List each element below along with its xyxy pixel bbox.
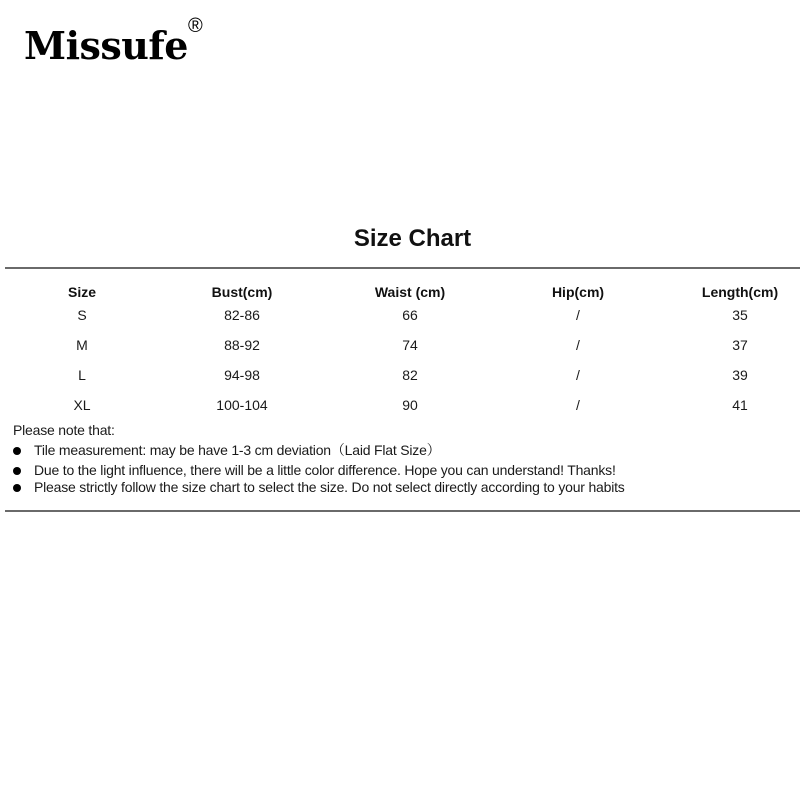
cell-waist: 74 [402, 337, 418, 353]
cell-hip: / [576, 367, 580, 383]
cell-size: M [76, 337, 88, 353]
note-item [13, 441, 793, 461]
bullet-icon [13, 467, 21, 475]
note-item [13, 478, 793, 495]
bullet-icon [13, 447, 21, 455]
table-row [0, 365, 800, 395]
cell-bust: 88-92 [224, 337, 260, 353]
cell-size: S [77, 307, 87, 323]
note-text: Please strictly follow the size chart to select the size. Do not select directly according to your habits [34, 479, 625, 495]
registered-trademark-icon: ® [188, 15, 203, 37]
bullet-icon [13, 484, 21, 492]
header-hip: Hip(cm) [551, 284, 605, 300]
table-row [0, 335, 800, 365]
cell-waist: 90 [402, 397, 418, 413]
cell-length: 39 [732, 367, 748, 383]
page-title: Size Chart [353, 225, 472, 252]
divider-bottom [5, 510, 800, 512]
table-row [0, 305, 800, 335]
cell-bust: 94-98 [224, 367, 260, 383]
note-text: Due to the light influence, there will be a little color difference. Hope you can understand! Thanks! [34, 462, 616, 478]
note-text: Tile measurement: may be have 1-3 cm deviation（Laid Flat Size） [34, 442, 441, 458]
cell-length: 35 [732, 307, 748, 323]
note-item [13, 461, 793, 478]
cell-waist: 66 [402, 307, 418, 323]
header-size: Size [67, 284, 97, 300]
header-waist: Waist (cm) [374, 284, 446, 300]
cell-bust: 82-86 [224, 307, 260, 323]
cell-waist: 82 [402, 367, 418, 383]
table-header-row [0, 282, 800, 305]
divider-top [5, 267, 800, 269]
size-table [0, 282, 800, 425]
cell-size: XL [73, 397, 91, 413]
cell-length: 37 [732, 337, 748, 353]
header-length: Length(cm) [701, 284, 779, 300]
cell-length: 41 [732, 397, 748, 413]
cell-hip: / [576, 307, 580, 323]
notes-section [13, 421, 793, 495]
cell-hip: / [576, 397, 580, 413]
notes-list [13, 441, 793, 495]
cell-size: L [78, 367, 86, 383]
brand-name: Missufe [24, 23, 188, 68]
header-bust: Bust(cm) [211, 284, 273, 300]
cell-hip: / [576, 337, 580, 353]
notes-heading: Please note that: [13, 422, 115, 438]
cell-bust: 100-104 [216, 397, 268, 413]
